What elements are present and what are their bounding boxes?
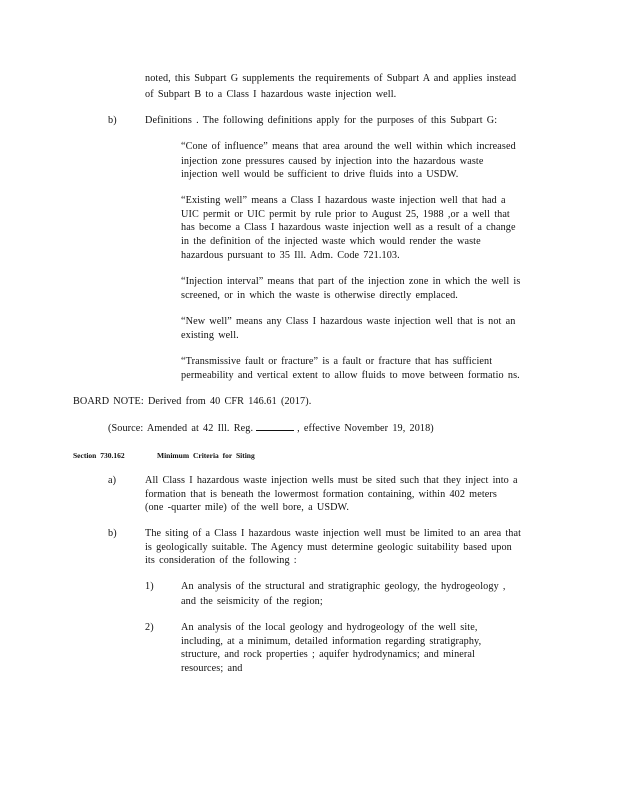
item-a-line-1: All Class I hazardous waste injection wells must be sited such that they inject into a	[145, 475, 518, 486]
item-b-line-1: The siting of a Class I hazardous waste injection well must be limited to an area that	[145, 528, 522, 539]
item-b-sub-1-line-1: An analysis of the structural and stratigraphic geology, the hydrogeology ,	[181, 581, 506, 592]
item-b-sub-2-line-1: An analysis of the local geology and hydrogeology of the well site,	[181, 622, 478, 633]
def-existing-line-1: “Existing well” means a Class I hazardous waste injection well that had a	[181, 195, 506, 206]
def-fault-line-1: “Transmissive fault or fracture” is a fault or fracture that has sufficient	[181, 356, 493, 367]
item-a-marker: a)	[108, 475, 117, 486]
item-a-line-3: (one -quarter mile) of the well bore, a USDW.	[145, 502, 349, 513]
item-b-sub-2-line-2: including, at a minimum, detailed information regarding stratigraphy,	[181, 636, 482, 647]
def-cone-line-1: “Cone of influence” means that area around the well within which increased	[181, 141, 516, 152]
item-b-line-2: is geologically suitable. The Agency must determine geologic suitability based upon	[145, 542, 512, 553]
source-blank	[256, 421, 294, 431]
item-b-sub-1-line-2: and the seismicity of the region;	[181, 596, 323, 607]
definitions-marker: b)	[108, 115, 117, 126]
item-b-line-3: its consideration of the following :	[145, 555, 297, 566]
section-title: Minimum Criteria for Siting	[157, 451, 255, 460]
source-after: , effective November 19, 2018)	[297, 423, 434, 434]
def-cone-line-2: injection zone pressures caused by injection into the hazardous waste	[181, 156, 484, 167]
item-b-sub-1-marker: 1)	[145, 581, 154, 592]
intro-line-2: of Subpart B to a Class I hazardous waste injection well.	[145, 89, 397, 100]
def-existing-line-4: in the definition of the injected waste which would render the waste	[181, 236, 481, 247]
def-new-well-line-2: existing well.	[181, 330, 239, 341]
section-number: Section 730.162	[73, 451, 125, 460]
def-existing-line-3: has become a Class I hazardous waste injection well as a result of a change	[181, 222, 516, 233]
item-b-sub-2-line-4: resources; and	[181, 663, 243, 674]
def-fault-line-2: permeability and vertical extent to allow fluids to move between formatio ns.	[181, 370, 520, 381]
def-new-well-line-1: “New well” means any Class I hazardous waste injection well that is not an	[181, 316, 516, 327]
intro-line-1: noted, this Subpart G supplements the requirements of Subpart A and applies instead	[145, 73, 517, 84]
def-interval-line-1: “Injection interval” means that part of the injection zone in which the well is	[181, 276, 521, 287]
item-b-marker: b)	[108, 528, 117, 539]
def-interval-line-2: screened, or in which the waste is otherwise directly emplaced.	[181, 290, 458, 301]
item-b-sub-2-marker: 2)	[145, 622, 154, 633]
def-existing-line-5: hazardous pursuant to 35 Ill. Adm. Code 721.103.	[181, 250, 400, 261]
definitions-heading: Definitions . The following definitions apply for the purposes of this Subpart G:	[145, 115, 498, 126]
item-b-sub-2-line-3: structure, and rock properties ; aquifer hydrodynamics; and mineral	[181, 649, 475, 660]
board-note: BOARD NOTE: Derived from 40 CFR 146.61 (2017).	[73, 396, 312, 407]
source-line	[108, 421, 434, 435]
def-cone-line-3: injection well would be sufficient to drive fluids into a USDW.	[181, 169, 459, 180]
def-existing-line-2: UIC permit or UIC permit by rule prior to August 25, 1988 ,or a well that	[181, 209, 510, 220]
source-before: (Source: Amended at 42 Ill. Reg.	[108, 423, 254, 434]
item-a-line-2: formation that is beneath the lowermost formation containing, within 402 meters	[145, 489, 497, 500]
